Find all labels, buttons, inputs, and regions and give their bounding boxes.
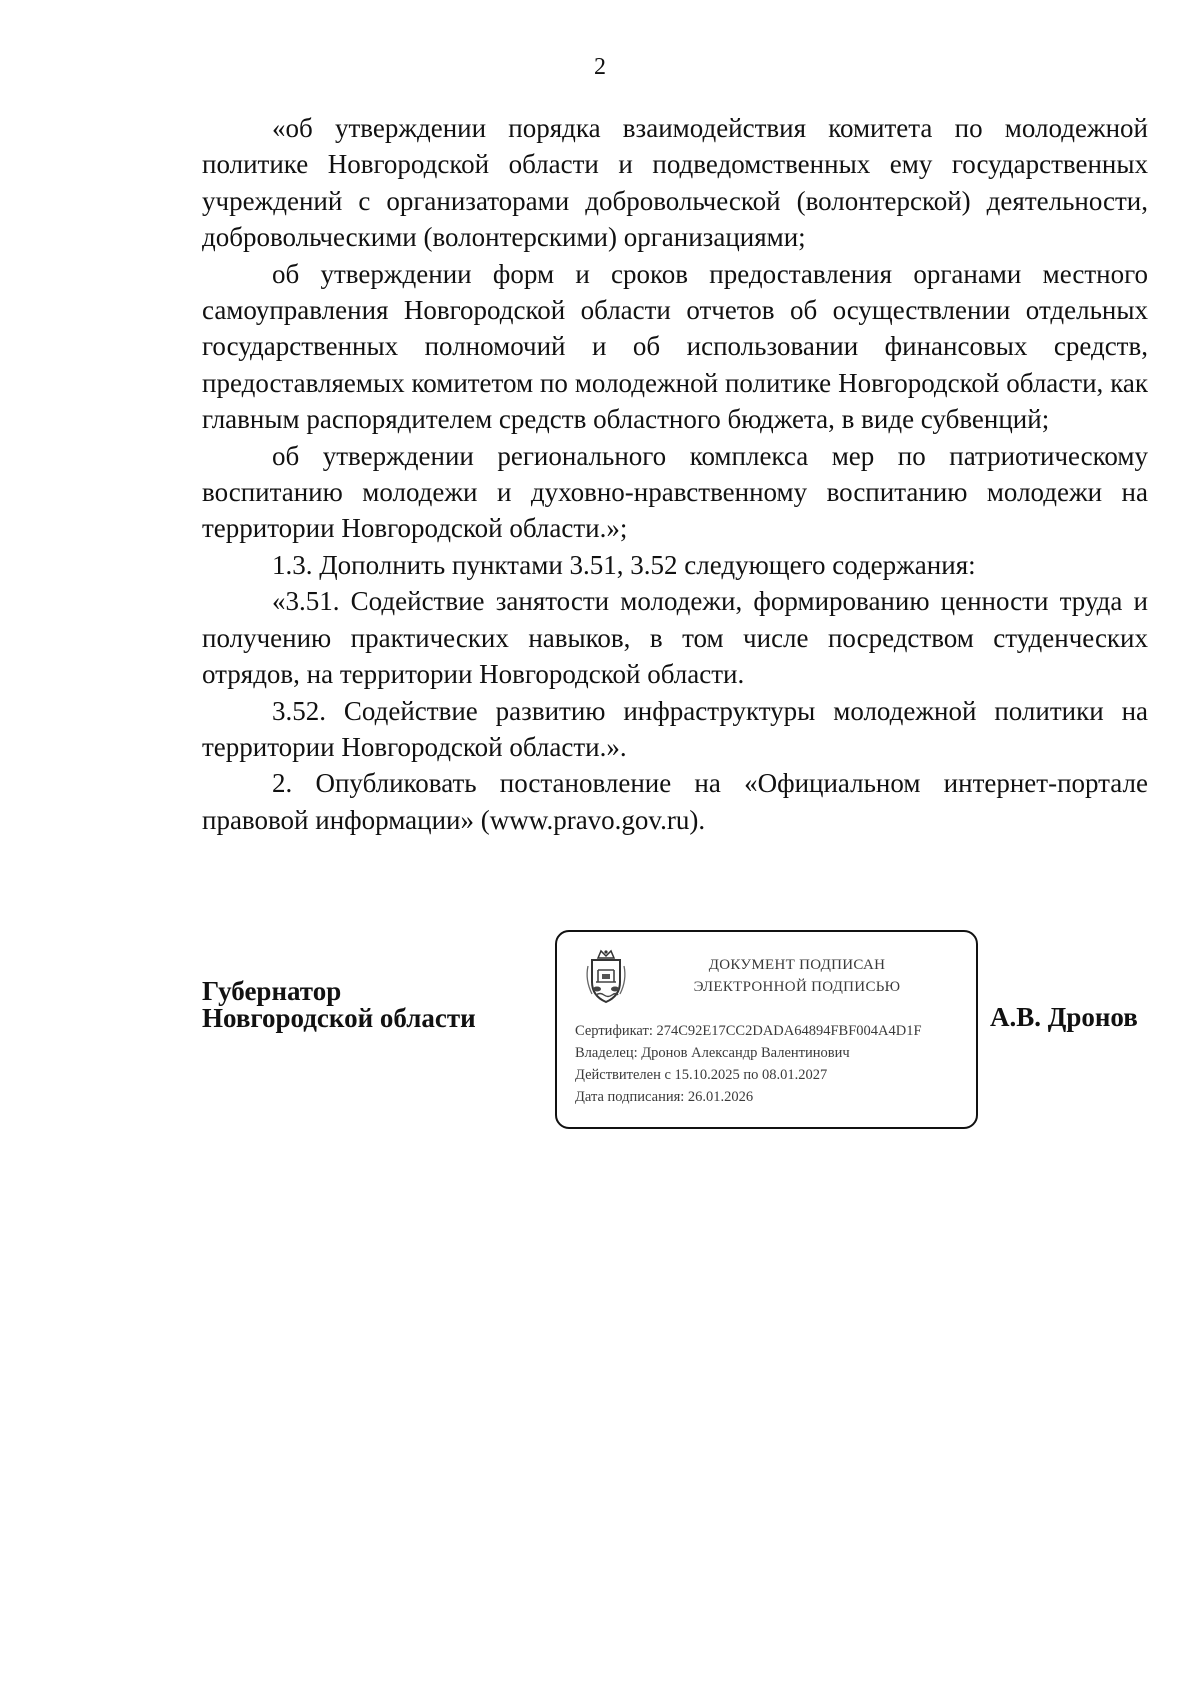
paragraph: 1.3. Дополнить пунктами 3.51, 3.52 следующего содержания:: [272, 549, 976, 580]
stamp-validity: Действителен с 15.10.2025 по 08.01.2027: [575, 1067, 828, 1083]
electronic-signature-stamp: [555, 930, 978, 1129]
stamp-certificate: Сертификат: 274C92E17CC2DADA64894FBF004A4D1F: [575, 1023, 922, 1039]
coat-of-arms-icon: [583, 948, 629, 1006]
signatory-name: А.В. Дронов: [990, 1002, 1138, 1032]
signatory-position-line: Губернатор: [202, 976, 342, 1006]
stamp-heading: [677, 954, 917, 998]
paragraph: об утверждении форм и сроков предоставления органами местного самоуправления Новгородской области отчетов об осуществлении отдельных государственных полномочий и об использовании финансовых средств, предоставляемых комитетом по молодежной политике Новгородской области, как главным распорядителем средств областного бюджета, в виде субвенций;: [202, 258, 1148, 435]
paragraph: 2. Опубликовать постановление на «Официальном интернет-портале правовой информации» (www.pravo.gov.ru).: [202, 768, 1148, 835]
signatory-position: [202, 978, 476, 1032]
stamp-heading-line: ДОКУМЕНТ ПОДПИСАН: [708, 957, 886, 973]
page-number: 2: [594, 54, 606, 80]
paragraph: об утверждении регионального комплекса мер по патриотическому воспитанию молодежи и духовно-нравственному воспитанию молодежи на территории Новгородской области.»;: [202, 440, 1148, 544]
stamp-owner: Владелец: Дронов Александр Валентинович: [575, 1045, 850, 1061]
stamp-signing-date: Дата подписания: 26.01.2026: [575, 1089, 754, 1105]
paragraph: «об утверждении порядка взаимодействия комитета по молодежной политике Новгородской области и подведомственных ему государственных учреждений с организаторами добровольческой (волонтерской) деятельности, добровольческими (волонтерскими) организациями;: [202, 113, 1148, 253]
paragraph: 3.52. Содействие развитию инфраструктуры молодежной политики на территории Новгородской области.».: [202, 695, 1148, 762]
document-body: [202, 110, 1148, 838]
signatory-position-line: Новгородской области: [202, 1003, 476, 1033]
stamp-heading-line: ЭЛЕКТРОННОЙ ПОДПИСЬЮ: [693, 979, 901, 995]
paragraph: «3.51. Содействие занятости молодежи, формированию ценности труда и получению практических навыков, в том числе посредством студенческих отрядов, на территории Новгородской области.: [202, 586, 1148, 690]
stamp-details: [575, 1020, 922, 1108]
